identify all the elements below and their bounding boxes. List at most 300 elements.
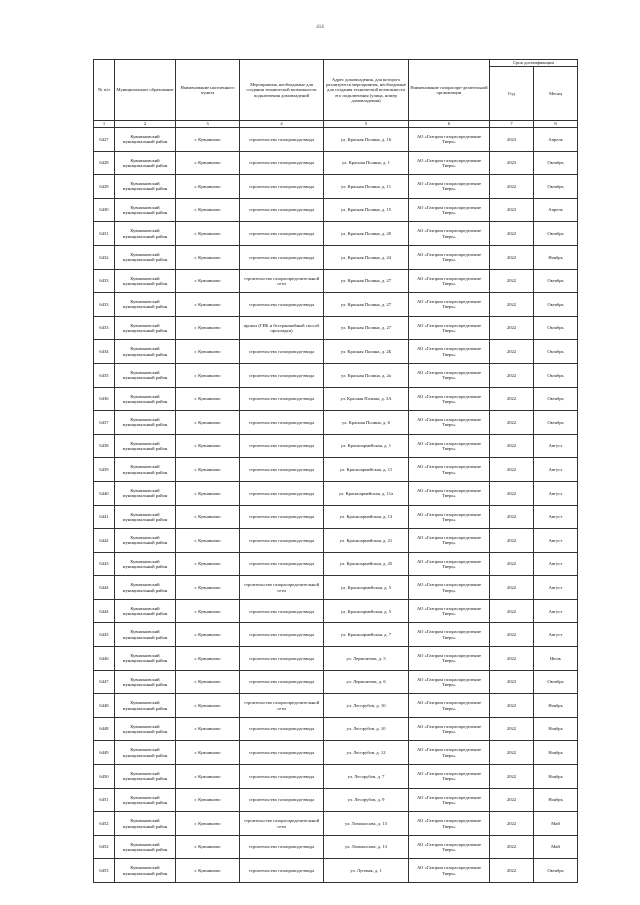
cell-municipality: Кувшиновский муниципальный район	[115, 222, 176, 246]
table-row	[94, 411, 578, 435]
cell-gas-org: АО «Газпром газораспределение Тверь»	[409, 245, 490, 269]
cell-month: Август	[534, 623, 578, 647]
cell-gas-org: АО «Газпром газораспределение Тверь»	[409, 269, 490, 293]
gasification-table	[93, 59, 578, 883]
cell-gas-org: АО «Газпром газораспределение Тверь»	[409, 694, 490, 718]
column-index: 1	[94, 121, 115, 128]
cell-year: 2023	[490, 198, 534, 222]
cell-year: 2022	[490, 623, 534, 647]
cell-year: 2022	[490, 835, 534, 859]
cell-settlement: г. Кувшиново	[176, 198, 240, 222]
cell-gas-org: АО «Газпром газораспределение Тверь»	[409, 835, 490, 859]
cell-event: строительство газопровода-ввода	[240, 505, 324, 529]
column-index: 3	[176, 121, 240, 128]
cell-year: 2023	[490, 128, 534, 152]
cell-month: Август	[534, 481, 578, 505]
table-row	[94, 670, 578, 694]
cell-month: Октябрь	[534, 387, 578, 411]
cell-row-number: 6444	[94, 576, 115, 600]
cell-gas-org: АО «Газпром газораспределение Тверь»	[409, 293, 490, 317]
cell-municipality: Кувшиновский муниципальный район	[115, 340, 176, 364]
cell-month: Октябрь	[534, 151, 578, 175]
cell-month: Май	[534, 835, 578, 859]
cell-municipality: Кувшиновский муниципальный район	[115, 812, 176, 836]
cell-municipality: Кувшиновский муниципальный район	[115, 505, 176, 529]
cell-settlement: г. Кувшиново	[176, 151, 240, 175]
cell-event: строительство газораспределительной сети	[240, 694, 324, 718]
cell-month: Август	[534, 552, 578, 576]
cell-row-number: 6430	[94, 198, 115, 222]
cell-settlement: г. Кувшиново	[176, 387, 240, 411]
cell-municipality: Кувшиновский муниципальный район	[115, 694, 176, 718]
column-index: 6	[409, 121, 490, 128]
cell-row-number: 6441	[94, 505, 115, 529]
cell-settlement: г. Кувшиново	[176, 812, 240, 836]
cell-year: 2022	[490, 741, 534, 765]
cell-year: 2022	[490, 175, 534, 199]
table-row	[94, 599, 578, 623]
cell-address: ул. Ломоносова, д. 13	[324, 835, 409, 859]
cell-year: 2022	[490, 222, 534, 246]
cell-municipality: Кувшиновский муниципальный район	[115, 411, 176, 435]
cell-address: ул. Лермонтова, д. 5	[324, 647, 409, 671]
cell-year: 2022	[490, 859, 534, 883]
cell-row-number: 6429	[94, 175, 115, 199]
cell-address: ул. Лермонтова, д. 6	[324, 670, 409, 694]
cell-row-number: 6451	[94, 788, 115, 812]
cell-row-number: 6450	[94, 765, 115, 789]
cell-gas-org: АО «Газпром газораспределение Тверь»	[409, 623, 490, 647]
table-row	[94, 269, 578, 293]
cell-row-number: 6431	[94, 222, 115, 246]
table-row	[94, 812, 578, 836]
cell-gas-org: АО «Газпром газораспределение Тверь»	[409, 859, 490, 883]
cell-municipality: Кувшиновский муниципальный район	[115, 788, 176, 812]
cell-address: ул. Красная Полина, д. 20	[324, 222, 409, 246]
cell-row-number: 6440	[94, 481, 115, 505]
cell-address: ул. Красная Полина, д. 27	[324, 269, 409, 293]
cell-address: ул. Красная Полина, д. 15	[324, 198, 409, 222]
cell-municipality: Кувшиновский муниципальный район	[115, 387, 176, 411]
cell-municipality: Кувшиновский муниципальный район	[115, 576, 176, 600]
cell-row-number: 6433	[94, 269, 115, 293]
cell-address: ул. Лесорубов, д. 10	[324, 717, 409, 741]
cell-row-number: 6443	[94, 552, 115, 576]
cell-year: 2022	[490, 316, 534, 340]
cell-row-number: 6442	[94, 529, 115, 553]
cell-year: 2022	[490, 387, 534, 411]
cell-address: ул. Красная Полина, д. 24	[324, 245, 409, 269]
column-index: 8	[534, 121, 578, 128]
table-row	[94, 788, 578, 812]
cell-address: ул. Красноармейская, д. 11а	[324, 481, 409, 505]
cell-year: 2022	[490, 245, 534, 269]
cell-gas-org: АО «Газпром газораспределение Тверь»	[409, 717, 490, 741]
header-num: № п/п	[94, 60, 115, 121]
cell-year: 2022	[490, 458, 534, 482]
cell-row-number: 6437	[94, 411, 115, 435]
cell-address: ул. Красная Полина, д. 27	[324, 293, 409, 317]
cell-year: 2022	[490, 434, 534, 458]
cell-row-number: 6439	[94, 458, 115, 482]
cell-settlement: г. Кувшиново	[176, 599, 240, 623]
cell-gas-org: АО «Газпром газораспределение Тверь»	[409, 788, 490, 812]
cell-settlement: г. Кувшиново	[176, 741, 240, 765]
cell-municipality: Кувшиновский муниципальный район	[115, 481, 176, 505]
cell-event: строительство газопровода-ввода	[240, 128, 324, 152]
cell-row-number: 6434	[94, 340, 115, 364]
cell-gas-org: АО «Газпром газораспределение Тверь»	[409, 765, 490, 789]
cell-event: прокол (ГНБ и бестраншейный способ прокладки)	[240, 316, 324, 340]
cell-settlement: г. Кувшиново	[176, 788, 240, 812]
column-index: 4	[240, 121, 324, 128]
cell-municipality: Кувшиновский муниципальный район	[115, 741, 176, 765]
cell-year: 2022	[490, 694, 534, 718]
cell-address: ул. Красноармейская, д. 1	[324, 434, 409, 458]
cell-municipality: Кувшиновский муниципальный район	[115, 293, 176, 317]
cell-settlement: г. Кувшиново	[176, 552, 240, 576]
cell-settlement: г. Кувшиново	[176, 411, 240, 435]
cell-row-number: 6433	[94, 293, 115, 317]
cell-municipality: Кувшиновский муниципальный район	[115, 647, 176, 671]
cell-row-number: 6448	[94, 717, 115, 741]
cell-gas-org: АО «Газпром газораспределение Тверь»	[409, 198, 490, 222]
cell-settlement: г. Кувшиново	[176, 576, 240, 600]
cell-settlement: г. Кувшиново	[176, 340, 240, 364]
table-row	[94, 198, 578, 222]
cell-month: Октябрь	[534, 363, 578, 387]
header-np: Наименование населенного пункта	[176, 60, 240, 121]
cell-municipality: Кувшиновский муниципальный район	[115, 623, 176, 647]
cell-row-number: 6453	[94, 859, 115, 883]
table-row	[94, 387, 578, 411]
cell-gas-org: АО «Газпром газораспределение Тверь»	[409, 128, 490, 152]
table-row	[94, 552, 578, 576]
cell-month: Август	[534, 576, 578, 600]
column-index: 7	[490, 121, 534, 128]
cell-address: ул. Лесорубов, д. 9	[324, 788, 409, 812]
cell-year: 2022	[490, 505, 534, 529]
table-row	[94, 505, 578, 529]
cell-year: 2022	[490, 765, 534, 789]
cell-settlement: г. Кувшиново	[176, 835, 240, 859]
cell-settlement: г. Кувшиново	[176, 670, 240, 694]
cell-gas-org: АО «Газпром газораспределение Тверь»	[409, 387, 490, 411]
cell-year: 2022	[490, 411, 534, 435]
cell-address: ул. Красная Полина, д. 27	[324, 316, 409, 340]
cell-address: ул. Луговая, д. 1	[324, 859, 409, 883]
cell-gas-org: АО «Газпром газораспределение Тверь»	[409, 458, 490, 482]
table-row	[94, 623, 578, 647]
cell-month: Июль	[534, 647, 578, 671]
cell-month: Август	[534, 458, 578, 482]
cell-event: строительство газопровода-ввода	[240, 835, 324, 859]
table-row	[94, 859, 578, 883]
cell-event: строительство газопровода-ввода	[240, 340, 324, 364]
table-row	[94, 175, 578, 199]
cell-event: строительство газопровода-ввода	[240, 552, 324, 576]
cell-settlement: г. Кувшиново	[176, 128, 240, 152]
cell-gas-org: АО «Газпром газораспределение Тверь»	[409, 529, 490, 553]
cell-event: строительство газопровода-ввода	[240, 788, 324, 812]
cell-municipality: Кувшиновский муниципальный район	[115, 599, 176, 623]
cell-event: строительство газопровода-ввода	[240, 363, 324, 387]
cell-month: Октябрь	[534, 175, 578, 199]
cell-month: Октябрь	[534, 222, 578, 246]
cell-settlement: г. Кувшиново	[176, 505, 240, 529]
cell-address: ул. Красная Полина, д. 2Б	[324, 340, 409, 364]
cell-address: ул. Красноармейская, д. 5	[324, 599, 409, 623]
table-row	[94, 765, 578, 789]
cell-year: 2022	[490, 599, 534, 623]
cell-year: 2023	[490, 151, 534, 175]
cell-address: ул. Красная Полина, д. 1	[324, 151, 409, 175]
table-row	[94, 529, 578, 553]
cell-event: строительство газопровода-ввода	[240, 387, 324, 411]
cell-month: Октябрь	[534, 293, 578, 317]
cell-month: Октябрь	[534, 316, 578, 340]
table-row	[94, 647, 578, 671]
cell-municipality: Кувшиновский муниципальный район	[115, 529, 176, 553]
cell-gas-org: АО «Газпром газораспределение Тверь»	[409, 812, 490, 836]
cell-month: Ноябрь	[534, 694, 578, 718]
cell-address: ул. Лесорубов, д. 10	[324, 694, 409, 718]
cell-settlement: г. Кувшиново	[176, 434, 240, 458]
cell-address: ул. Красная Полина, д. 2а	[324, 363, 409, 387]
table-row	[94, 222, 578, 246]
header-event: Мероприятия, необходимые для создания технической возможности подключения домовладений	[240, 60, 324, 121]
cell-row-number: 6449	[94, 741, 115, 765]
cell-month: Август	[534, 434, 578, 458]
page-number: 414	[316, 25, 324, 30]
table-row	[94, 363, 578, 387]
cell-row-number: 6432	[94, 245, 115, 269]
table-row	[94, 576, 578, 600]
cell-year: 2022	[490, 812, 534, 836]
cell-month: Ноябрь	[534, 765, 578, 789]
column-index-row	[94, 121, 578, 128]
cell-year: 2022	[490, 647, 534, 671]
cell-gas-org: АО «Газпром газораспределение Тверь»	[409, 363, 490, 387]
cell-settlement: г. Кувшиново	[176, 859, 240, 883]
cell-year: 2023	[490, 670, 534, 694]
table-row	[94, 717, 578, 741]
cell-event: строительство газопровода-ввода	[240, 859, 324, 883]
cell-municipality: Кувшиновский муниципальный район	[115, 151, 176, 175]
header-term: Срок догазификации	[490, 60, 578, 67]
cell-settlement: г. Кувшиново	[176, 529, 240, 553]
cell-municipality: Кувшиновский муниципальный район	[115, 175, 176, 199]
cell-event: строительство газопровода-ввода	[240, 198, 324, 222]
cell-municipality: Кувшиновский муниципальный район	[115, 434, 176, 458]
cell-gas-org: АО «Газпром газораспределение Тверь»	[409, 340, 490, 364]
cell-event: строительство газопровода-ввода	[240, 222, 324, 246]
cell-gas-org: АО «Газпром газораспределение Тверь»	[409, 151, 490, 175]
cell-gas-org: АО «Газпром газораспределение Тверь»	[409, 434, 490, 458]
cell-event: строительство газопровода-ввода	[240, 670, 324, 694]
table-row	[94, 316, 578, 340]
cell-municipality: Кувшиновский муниципальный район	[115, 128, 176, 152]
cell-settlement: г. Кувшиново	[176, 245, 240, 269]
cell-row-number: 6446	[94, 647, 115, 671]
table-row	[94, 340, 578, 364]
cell-settlement: г. Кувшиново	[176, 481, 240, 505]
cell-gas-org: АО «Газпром газораспределение Тверь»	[409, 222, 490, 246]
cell-event: строительство газопровода-ввода	[240, 175, 324, 199]
cell-address: ул. Красная Полина, д. 16	[324, 128, 409, 152]
cell-municipality: Кувшиновский муниципальный район	[115, 859, 176, 883]
cell-settlement: г. Кувшиново	[176, 175, 240, 199]
cell-settlement: г. Кувшиново	[176, 269, 240, 293]
cell-row-number: 6438	[94, 434, 115, 458]
cell-month: Ноябрь	[534, 788, 578, 812]
cell-settlement: г. Кувшиново	[176, 316, 240, 340]
table-row	[94, 245, 578, 269]
cell-row-number: 6428	[94, 151, 115, 175]
cell-address: ул. Красноармейская, д. 21	[324, 529, 409, 553]
table-row	[94, 128, 578, 152]
cell-year: 2022	[490, 552, 534, 576]
cell-gas-org: АО «Газпром газораспределение Тверь»	[409, 741, 490, 765]
cell-municipality: Кувшиновский муниципальный район	[115, 552, 176, 576]
header-month: Месяц	[534, 67, 578, 121]
table-row	[94, 741, 578, 765]
cell-row-number: 6452	[94, 812, 115, 836]
cell-address: ул. Красноармейская, д. 13	[324, 505, 409, 529]
cell-month: Май	[534, 812, 578, 836]
cell-month: Октябрь	[534, 269, 578, 293]
cell-settlement: г. Кувшиново	[176, 694, 240, 718]
cell-year: 2022	[490, 293, 534, 317]
cell-row-number: 6436	[94, 387, 115, 411]
cell-event: строительство газопровода-ввода	[240, 599, 324, 623]
cell-year: 2022	[490, 576, 534, 600]
cell-event: строительство газопровода-ввода	[240, 481, 324, 505]
cell-municipality: Кувшиновский муниципальный район	[115, 458, 176, 482]
cell-year: 2022	[490, 340, 534, 364]
cell-address: ул. Лесорубов, д. 7	[324, 765, 409, 789]
cell-settlement: г. Кувшиново	[176, 363, 240, 387]
header-address: Адрес домовладения, для которого реализуются мероприятия, необходимые для создания технической возможности его подключения (улица, номер домовладения)	[324, 60, 409, 121]
cell-settlement: г. Кувшиново	[176, 293, 240, 317]
cell-row-number: 6445	[94, 623, 115, 647]
cell-event: строительство газораспределительной сети	[240, 576, 324, 600]
cell-event: строительство газораспределительной сети	[240, 812, 324, 836]
cell-gas-org: АО «Газпром газораспределение Тверь»	[409, 411, 490, 435]
cell-month: Октябрь	[534, 340, 578, 364]
cell-month: Август	[534, 599, 578, 623]
header-year: Год	[490, 67, 534, 121]
table-row	[94, 694, 578, 718]
cell-event: строительство газопровода-ввода	[240, 293, 324, 317]
cell-municipality: Кувшиновский муниципальный район	[115, 835, 176, 859]
cell-settlement: г. Кувшиново	[176, 647, 240, 671]
cell-gas-org: АО «Газпром газораспределение Тверь»	[409, 175, 490, 199]
table-row	[94, 151, 578, 175]
header-mo: Муниципальное образование	[115, 60, 176, 121]
cell-month: Октябрь	[534, 411, 578, 435]
table-row	[94, 458, 578, 482]
cell-year: 2022	[490, 788, 534, 812]
cell-settlement: г. Кувшиново	[176, 222, 240, 246]
cell-municipality: Кувшиновский муниципальный район	[115, 316, 176, 340]
cell-event: строительство газопровода-ввода	[240, 245, 324, 269]
cell-row-number: 6447	[94, 670, 115, 694]
cell-address: ул. Красная Полина, д. 6	[324, 411, 409, 435]
cell-event: строительство газопровода-ввода	[240, 717, 324, 741]
cell-month: Ноябрь	[534, 717, 578, 741]
cell-month: Ноябрь	[534, 245, 578, 269]
cell-gas-org: АО «Газпром газораспределение Тверь»	[409, 481, 490, 505]
cell-settlement: г. Кувшиново	[176, 717, 240, 741]
cell-row-number: 6452	[94, 835, 115, 859]
column-index: 2	[115, 121, 176, 128]
cell-month: Апрель	[534, 198, 578, 222]
cell-address: ул. Красноармейская, д. 25	[324, 552, 409, 576]
cell-address: ул. Красноармейская, д. 5	[324, 576, 409, 600]
cell-address: ул. Красноармейская, д. 7	[324, 623, 409, 647]
cell-event: строительство газопровода-ввода	[240, 434, 324, 458]
cell-event: строительство газопровода-ввода	[240, 151, 324, 175]
table-row	[94, 481, 578, 505]
table-row	[94, 835, 578, 859]
cell-address: ул. Ломоносова, д. 13	[324, 812, 409, 836]
cell-row-number: 6448	[94, 694, 115, 718]
cell-address: ул. Красная Полина, д. 3А	[324, 387, 409, 411]
cell-year: 2022	[490, 363, 534, 387]
cell-gas-org: АО «Газпром газораспределение Тверь»	[409, 599, 490, 623]
cell-event: строительство газопровода-ввода	[240, 647, 324, 671]
cell-gas-org: АО «Газпром газораспределение Тверь»	[409, 316, 490, 340]
cell-event: строительство газопровода-ввода	[240, 623, 324, 647]
cell-municipality: Кувшиновский муниципальный район	[115, 245, 176, 269]
column-index: 5	[324, 121, 409, 128]
cell-municipality: Кувшиновский муниципальный район	[115, 363, 176, 387]
cell-municipality: Кувшиновский муниципальный район	[115, 765, 176, 789]
cell-month: Апрель	[534, 128, 578, 152]
cell-address: ул. Красная Полина, д. 11	[324, 175, 409, 199]
cell-settlement: г. Кувшиново	[176, 765, 240, 789]
cell-event: строительство газопровода-ввода	[240, 529, 324, 553]
cell-event: строительство газопровода-ввода	[240, 765, 324, 789]
cell-month: Август	[534, 505, 578, 529]
cell-year: 2022	[490, 269, 534, 293]
cell-address: ул. Лесорубов, д. 12	[324, 741, 409, 765]
cell-row-number: 6444	[94, 599, 115, 623]
cell-municipality: Кувшиновский муниципальный район	[115, 269, 176, 293]
cell-gas-org: АО «Газпром газораспределение Тверь»	[409, 505, 490, 529]
cell-event: строительство газораспределительной сети	[240, 269, 324, 293]
cell-gas-org: АО «Газпром газораспределение Тверь»	[409, 552, 490, 576]
cell-year: 2022	[490, 481, 534, 505]
cell-gas-org: АО «Газпром газораспределение Тверь»	[409, 647, 490, 671]
cell-month: Ноябрь	[534, 741, 578, 765]
cell-settlement: г. Кувшиново	[176, 623, 240, 647]
cell-event: строительство газопровода-ввода	[240, 741, 324, 765]
cell-year: 2022	[490, 717, 534, 741]
cell-event: строительство газопровода-ввода	[240, 411, 324, 435]
cell-month: Октябрь	[534, 670, 578, 694]
cell-row-number: 6427	[94, 128, 115, 152]
table-row	[94, 293, 578, 317]
cell-row-number: 6433	[94, 316, 115, 340]
cell-municipality: Кувшиновский муниципальный район	[115, 670, 176, 694]
cell-municipality: Кувшиновский муниципальный район	[115, 198, 176, 222]
cell-gas-org: АО «Газпром газораспределение Тверь»	[409, 670, 490, 694]
cell-settlement: г. Кувшиново	[176, 458, 240, 482]
cell-month: Август	[534, 529, 578, 553]
cell-event: строительство газопровода-ввода	[240, 458, 324, 482]
